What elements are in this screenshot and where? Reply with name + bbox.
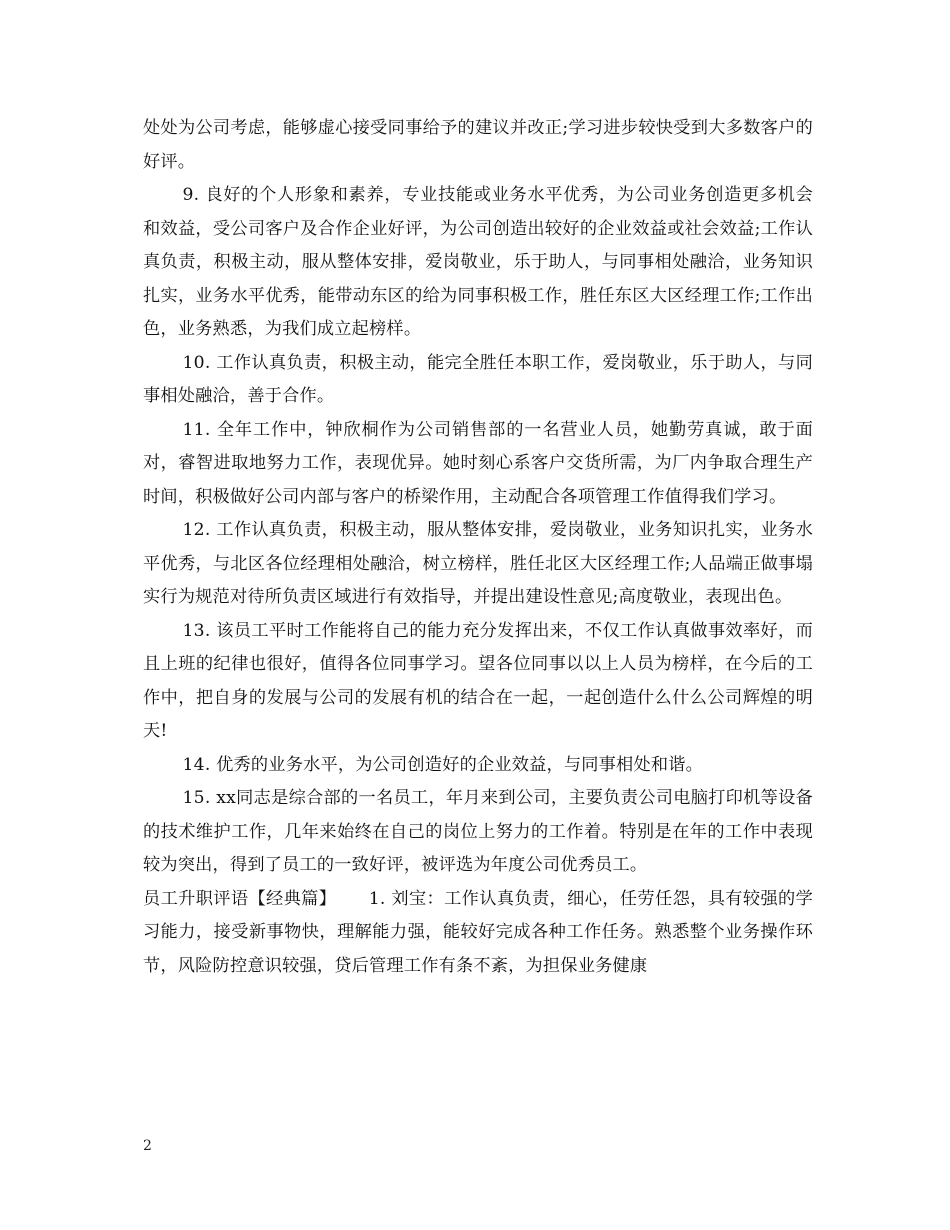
paragraph-item-9: 9. 良好的个人形象和素养，专业技能或业务水平优秀，为公司业务创造更多机会和效益，受公司客户及合作企业好评，为公司创造出较好的企业效益或社会效益;工作认真负责，积极主动，服从整体安排，爱岗敬业，乐于助人，与同事相处融洽，业务知识扎实，业务水平优秀，能带动东区的给为同事积极工作，胜任东区大区经理工作;工作出色，业务熟悉，为我们成立起榜样。 bbox=[143, 185, 813, 339]
paragraph-item-13: 13. 该员工平时工作能将自己的能力充分发挥出来，不仅工作认真做事效率好，而且上班的纪律也很好，值得各位同事学习。望各位同事以以上人员为榜样，在今后的工作中，把自身的发展与公司的发展有机的结合在一起，一起创造什么什么公司辉煌的明天! bbox=[143, 620, 813, 741]
paragraph-item-11: 11. 全年工作中，钟欣桐作为公司销售部的一名营业人员，她勤劳真诚，敢于面对，睿智进取地努力工作，表现优异。她时刻心系客户交货所需，为厂内争取合理生产时间，积极做好公司内部与客户的桥梁作用，主动配合各项管理工作值得我们学习。 bbox=[143, 419, 813, 507]
paragraph-continuation: 处处为公司考虑，能够虚心接受同事给予的建议并改正;学习进步较快受到大多数客户的好评。 bbox=[143, 118, 813, 172]
paragraph-item-14: 14. 优秀的业务水平，为公司创造好的企业效益，与同事相处和谐。 bbox=[182, 754, 703, 775]
paragraph-item-10: 10. 工作认真负责，积极主动，能完全胜任本职工作，爱岗敬业，乐于助人，与同事相处融洽，善于合作。 bbox=[143, 352, 813, 406]
document-body bbox=[143, 112, 813, 983]
section-heading-paragraph: 员工升职评语【经典篇】 1. 刘宝：工作认真负责，细心，任劳任怨，具有较强的学习能力，接受新事物快，理解能力强，能较好完成各种工作任务。熟悉整个业务操作环节，风险防控意识较强，贷后管理工作有条不紊，为担保业务健康 bbox=[143, 888, 813, 976]
paragraph-item-15: 15. xx同志是综合部的一名员工，年月来到公司，主要负责公司电脑打印机等设备的技术维护工作，几年来始终在自己的岗位上努力的工作着。特别是在年的工作中表现较为突出，得到了员工的一致好评，被评选为年度公司优秀员工。 bbox=[143, 788, 813, 875]
paragraph-item-12: 12. 工作认真负责，积极主动，服从整体安排，爱岗敬业，业务知识扎实，业务水平优秀，与北区各位经理相处融洽，树立榜样，胜任北区大区经理工作;人品端正做事塌实行为规范对待所负责区域进行有效指导，并提出建设性意见;高度敬业，表现出色。 bbox=[143, 520, 813, 607]
page-number: 2 bbox=[143, 1138, 152, 1154]
